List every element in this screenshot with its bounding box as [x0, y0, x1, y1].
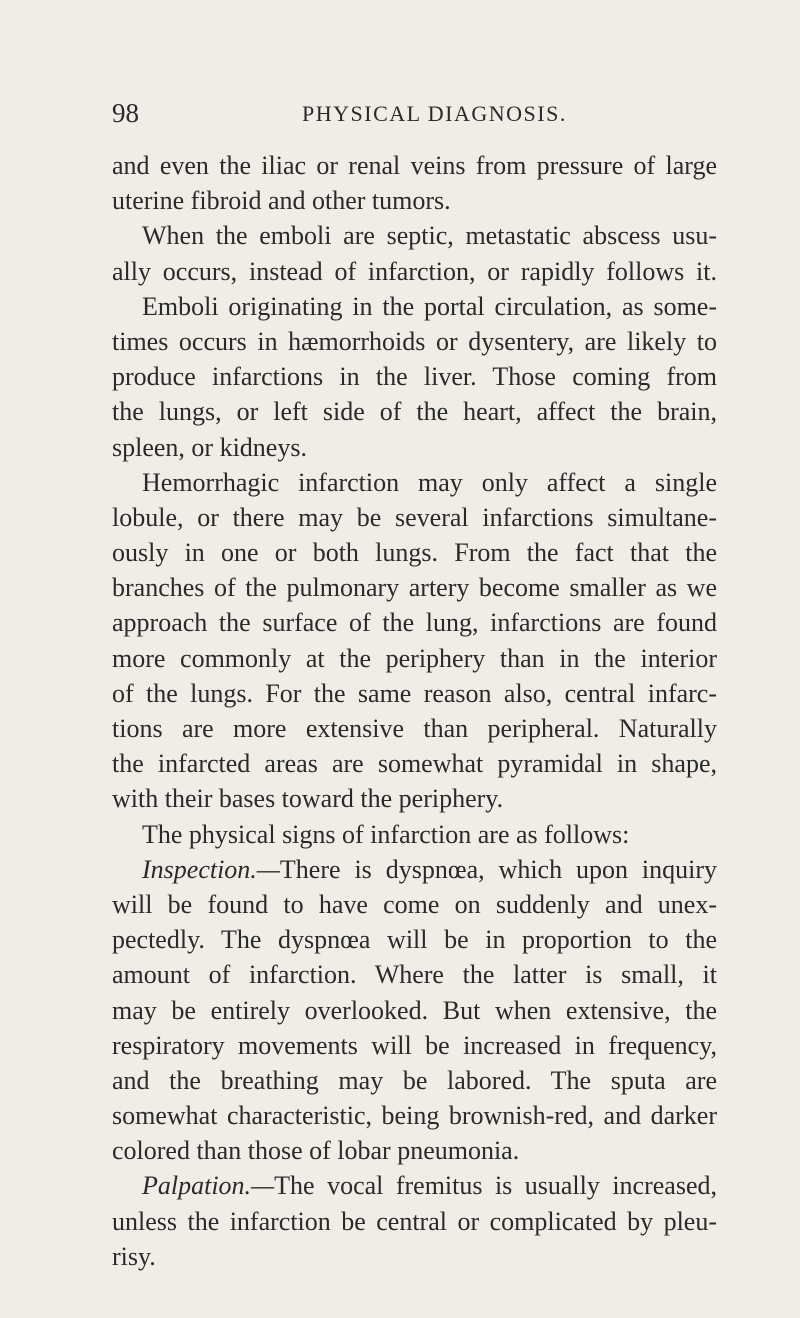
text-line: unless the infarction be central or complicated by pleu-: [112, 1206, 717, 1236]
text-line: tions are more extensive than peripheral. Naturally: [112, 714, 717, 743]
palpation-heading: Palpation.—: [142, 1171, 275, 1201]
text-line: the infarcted areas are somewhat pyramidal in shape,: [112, 749, 717, 779]
text-line: respiratory movements will be increased in frequency,: [112, 1030, 717, 1060]
text-line: somewhat characteristic, being brownish-red, and darker: [112, 1101, 717, 1131]
page-number: 98: [112, 98, 139, 128]
text-line: Hemorrhagic infarction may only affect a single: [142, 467, 717, 497]
text-line: may be entirely overlooked. But when extensive, the: [112, 995, 717, 1025]
palpation-line: [112, 1168, 717, 1203]
text-line: uterine fibroid and other tumors.: [112, 186, 451, 216]
text-line: pectedly. The dyspnœa will be in proportion to the: [112, 925, 717, 955]
text-line: approach the surface of the lung, infarctions are found: [112, 608, 717, 638]
inspection-heading: Inspection.—: [142, 854, 280, 884]
text-line: colored than those of lobar pneumonia.: [112, 1136, 520, 1166]
text-line: more commonly at the periphery than in the interior: [112, 643, 717, 673]
text-line: of the lungs. For the same reason also, central infarc-: [112, 678, 717, 708]
text-line: amount of infarction. Where the latter is small, it: [112, 960, 717, 990]
text-line: times occurs in hæmorrhoids or dysentery, are likely to: [112, 326, 717, 356]
running-head: PHYSICAL DIAGNOSIS.: [302, 101, 567, 126]
text-line: The physical signs of infarction are as follows:: [142, 819, 630, 849]
text-line: will be found to have come on suddenly and unex-: [112, 889, 717, 919]
text-line: the lungs, or left side of the heart, affect the brain,: [112, 397, 717, 427]
text-line: and the breathing may be labored. The sputa are: [112, 1065, 717, 1095]
text-line: spleen, or kidneys.: [112, 432, 307, 462]
palpation-text: The vocal fremitus is usually increased,: [274, 1171, 717, 1201]
text-line: lobule, or there may be several infarctions simultane-: [112, 502, 717, 532]
text-line: ally occurs, instead of infarction, or rapidly follows it.: [112, 256, 717, 286]
inspection-line: [112, 852, 717, 887]
text-line: branches of the pulmonary artery become smaller as we: [112, 573, 717, 603]
text-line: with their bases toward the periphery.: [112, 784, 504, 814]
text-line: produce infarctions in the liver. Those coming from: [112, 362, 717, 392]
text-line: Emboli originating in the portal circulation, as some-: [142, 291, 717, 321]
text-line: ously in one or both lungs. From the fact that the: [112, 538, 717, 568]
body-text: [112, 148, 717, 1274]
page-header: [112, 98, 712, 128]
inspection-text: There is dyspnœa, which upon inquiry: [279, 854, 717, 884]
text-line: risy.: [112, 1241, 156, 1271]
text-line: When the emboli are septic, metastatic abscess usu-: [142, 221, 717, 251]
text-line: and even the iliac or renal veins from pressure of large: [112, 151, 717, 180]
